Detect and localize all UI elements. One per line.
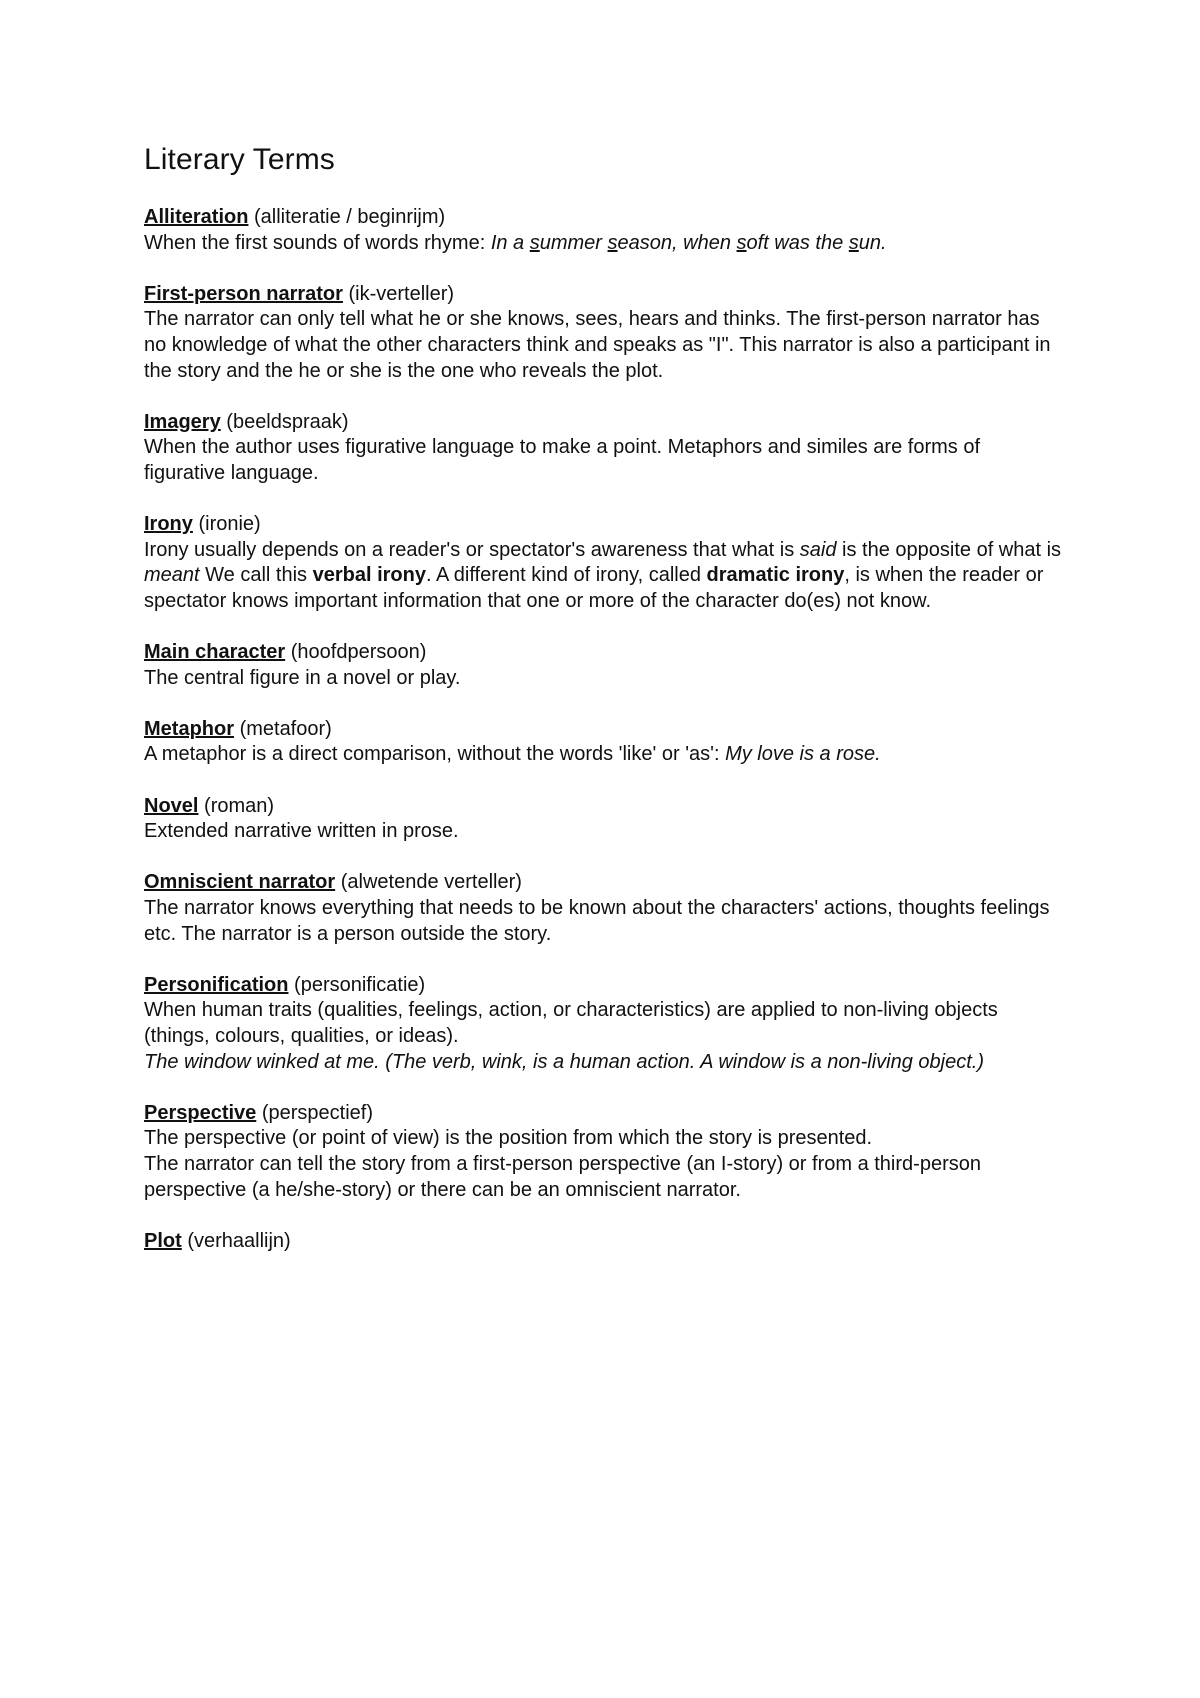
entry-novel [144,794,1064,845]
term-translation: (ironie) [198,513,261,536]
document-content [144,138,1064,1280]
term-translation: (beeldspraak) [226,410,349,433]
entry-heading [144,282,1064,308]
entry-plot [144,1229,1064,1255]
entry-metaphor [144,717,1064,768]
example-text: The window winked at me. (The verb, wink, is a human action. A window is a non-living object.) [144,1050,985,1073]
entry-personification [144,973,1064,1075]
term-definition: Extended narrative written in prose. [144,820,459,843]
entry-main-character [144,640,1064,691]
term-definition: When human traits (qualities, feelings, action, or characteristics) are applied to non-living objects (things, colours, qualities, or ideas). [144,999,998,1047]
term-definition: The central figure in a novel or play. [144,666,461,689]
definition-text: When the first sounds of words rhyme: [144,231,491,254]
entry-heading [144,1101,1064,1127]
term-translation: (perspectief) [261,1101,374,1124]
term-definition: Irony usually depends on a reader's or spectator's awareness that what is said is the opposite of what is meant We call this verbal irony. A different kind of irony, called dramatic irony, is when the reader or spectator knows important information that one or more of the character do(es) not know. [144,538,1062,612]
term-definition: The narrator knows everything that needs to be known about the characters' actions, thoughts feelings etc. The narrator is a person outside the story. [144,897,1050,945]
entry-omniscient-narrator [144,870,1064,947]
term-translation: (alwetende verteller) [340,871,522,894]
page-title: Literary Terms [144,143,335,176]
term-translation: (roman) [204,794,275,817]
term-translation: (hoofdpersoon) [290,641,427,664]
term-translation: (metafoor) [239,717,332,740]
entry-imagery [144,410,1064,487]
entry-irony [144,512,1064,614]
term-definition: The narrator can only tell what he or she knows, sees, hears and thinks. The first-person narrator has no knowledge of what the other characters think and speaks as "I". This narrator is also a participant in the story and the he or she is the one who reveals the plot. [144,308,1051,382]
entry-heading [144,973,1064,999]
term-label: Alliteration [144,206,249,228]
term-translation: (verhaallijn) [187,1229,291,1252]
term-label: Plot [144,1229,182,1252]
term-label: Omniscient narrator [144,871,336,894]
term-definition: When the author uses figurative language to make a point. Metaphors and similes are forms of figurative language. [144,436,981,484]
entry-heading [144,870,1064,896]
term-translation: (ik-verteller) [348,282,455,305]
term-label: Main character [144,641,286,664]
example-text: My love is a rose. [725,743,881,766]
term-label: Metaphor [144,717,234,740]
entry-heading [144,640,1064,666]
term-label: Imagery [144,410,221,433]
term-definition: A metaphor is a direct comparison, without the words 'like' or 'as': My love is a rose. [144,743,881,766]
entry-first-person-narrator [144,282,1064,384]
term-translation: (alliteratie / beginrijm) [254,206,446,228]
term-definition: The perspective (or point of view) is the position from which the story is presented. [144,1127,873,1150]
entry-heading [144,205,1064,231]
entry-heading [144,410,1064,436]
entry-heading [144,794,1064,820]
entry-heading [144,1229,1064,1255]
term-label: First-person narrator [144,282,343,305]
term-label: Perspective [144,1101,257,1124]
term-label: Personification [144,973,289,996]
term-translation: (personificatie) [294,973,426,996]
term-label: Irony [144,513,193,536]
term-definition [144,231,1064,257]
entry-heading [144,512,1064,538]
example-text: In a summer season, when soft was the sun. [490,231,887,254]
entry-heading [144,717,1064,743]
term-definition: The narrator can tell the story from a first-person perspective (an I-story) or from a third-person perspective (a he/she-story) or there can be an omniscient narrator. [144,1152,981,1201]
entry-alliteration [144,205,1064,256]
entry-perspective [144,1101,1064,1203]
term-label: Novel [144,794,199,817]
